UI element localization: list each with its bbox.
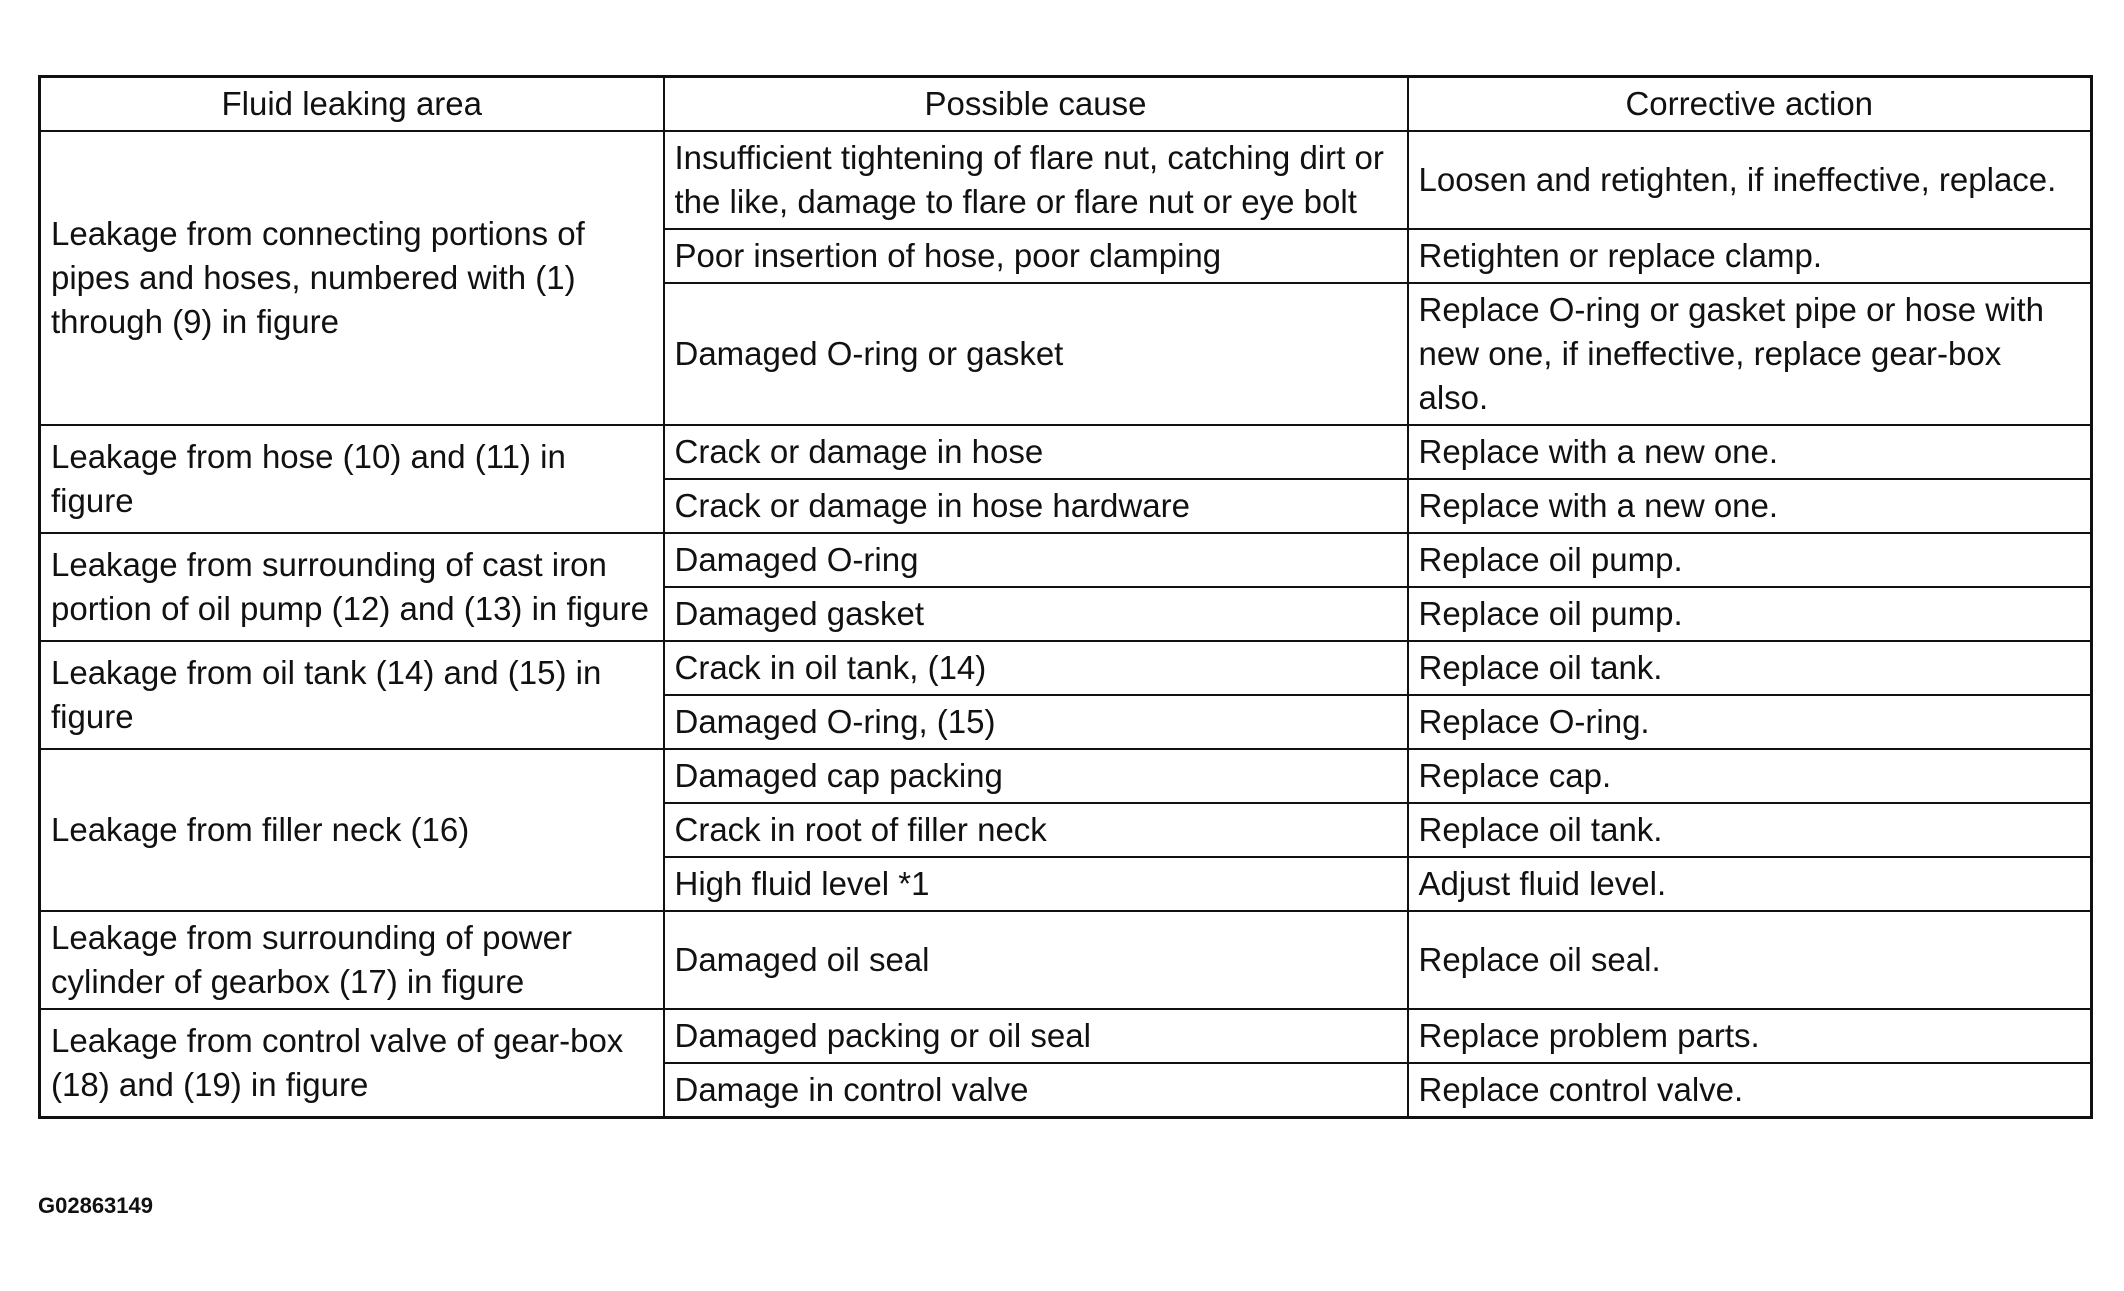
action-cell: Replace oil tank. [1408,641,2092,695]
area-cell: Leakage from surrounding of power cylinder of gearbox (17) in figure [40,911,664,1009]
figure-code: G02863149 [38,1193,153,1218]
action-cell: Replace oil pump. [1408,587,2092,641]
cause-cell: High fluid level *1 [664,857,1408,911]
cause-cell: Damaged cap packing [664,749,1408,803]
table-row [40,131,2092,229]
area-cell: Leakage from oil tank (14) and (15) in figure [40,641,664,749]
cause-cell: Damage in control valve [664,1063,1408,1118]
action-cell: Replace O-ring. [1408,695,2092,749]
cause-cell: Crack or damage in hose [664,425,1408,479]
cause-cell: Crack in oil tank, (14) [664,641,1408,695]
action-cell: Loosen and retighten, if ineffective, replace. [1408,131,2092,229]
cause-cell: Damaged gasket [664,587,1408,641]
table-row [40,1009,2092,1063]
cause-cell: Insufficient tightening of flare nut, catching dirt or the like, damage to flare or flare nut or eye bolt [664,131,1408,229]
table-row [40,911,2092,1009]
header-area: Fluid leaking area [40,77,664,132]
action-cell: Replace with a new one. [1408,425,2092,479]
table-row [40,533,2092,587]
table-row [40,425,2092,479]
action-cell: Replace cap. [1408,749,2092,803]
header-cause: Possible cause [664,77,1408,132]
cause-cell: Damaged packing or oil seal [664,1009,1408,1063]
action-cell: Replace oil seal. [1408,911,2092,1009]
action-cell: Replace control valve. [1408,1063,2092,1118]
action-cell: Replace with a new one. [1408,479,2092,533]
cause-cell: Damaged oil seal [664,911,1408,1009]
cause-cell: Crack in root of filler neck [664,803,1408,857]
cause-cell: Poor insertion of hose, poor clamping [664,229,1408,283]
area-cell: Leakage from surrounding of cast iron portion of oil pump (12) and (13) in figure [40,533,664,641]
area-cell: Leakage from connecting portions of pipes and hoses, numbered with (1) through (9) in figure [40,131,664,425]
table-row [40,641,2092,695]
action-cell: Adjust fluid level. [1408,857,2092,911]
cause-cell: Damaged O-ring [664,533,1408,587]
header-row [40,77,2092,132]
cause-cell: Damaged O-ring, (15) [664,695,1408,749]
action-cell: Replace oil pump. [1408,533,2092,587]
action-cell: Replace problem parts. [1408,1009,2092,1063]
cause-cell: Crack or damage in hose hardware [664,479,1408,533]
action-cell: Retighten or replace clamp. [1408,229,2092,283]
header-action: Corrective action [1408,77,2092,132]
area-cell: Leakage from filler neck (16) [40,749,664,911]
area-cell: Leakage from control valve of gear-box (18) and (19) in figure [40,1009,664,1118]
fluid-leak-table [38,75,2093,1119]
action-cell: Replace O-ring or gasket pipe or hose with new one, if ineffective, replace gear-box also. [1408,283,2092,425]
cause-cell: Damaged O-ring or gasket [664,283,1408,425]
table-row [40,749,2092,803]
area-cell: Leakage from hose (10) and (11) in figure [40,425,664,533]
action-cell: Replace oil tank. [1408,803,2092,857]
